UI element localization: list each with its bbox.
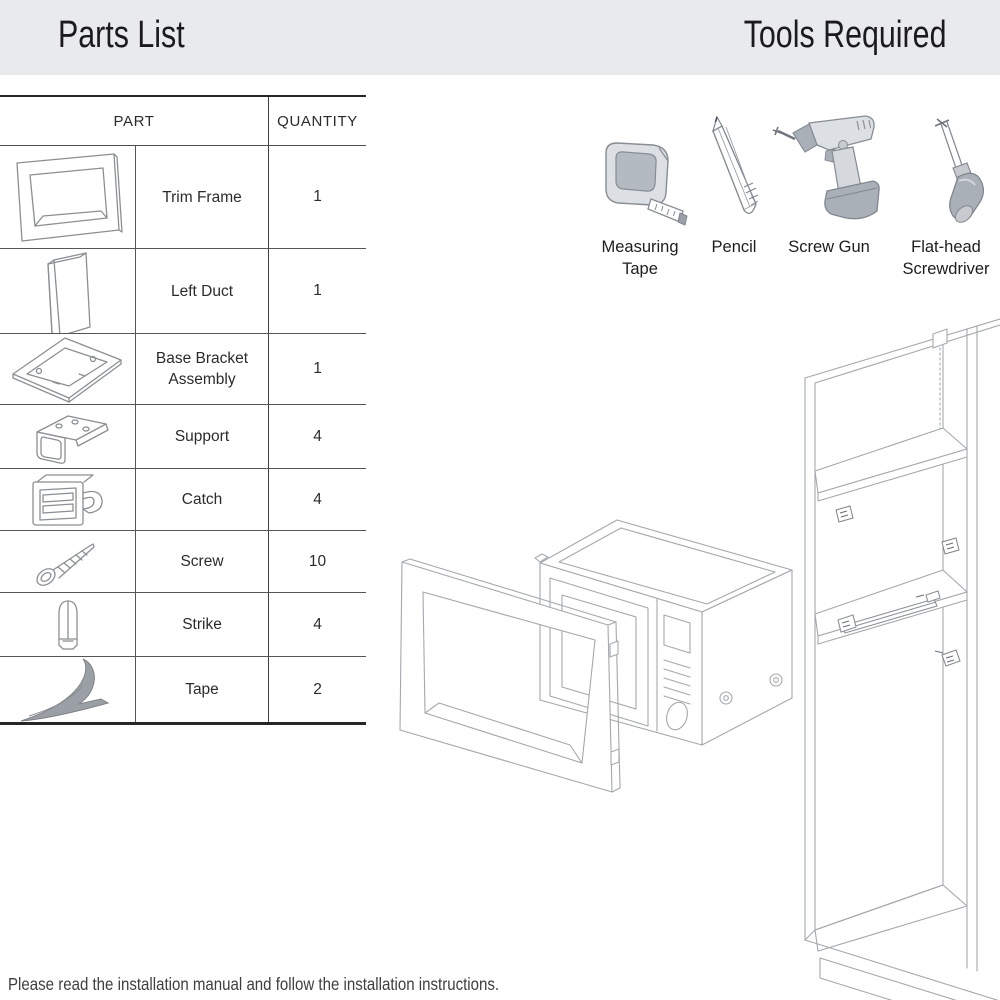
screw-gun-icon [769,100,889,227]
tool-item [588,105,692,280]
flat-head-screwdriver-icon [907,105,985,227]
header-bar [0,0,1000,75]
part-quantity: 1 [268,334,366,404]
tool-item [894,105,998,280]
table-row [0,405,366,469]
column-header-part: PART [113,112,155,130]
part-name: Trim Frame [135,146,268,248]
table-row [0,531,366,593]
support-icon [0,405,135,468]
part-name: Base Bracket Assembly [135,334,268,404]
table-row [0,657,366,722]
part-quantity: 1 [268,146,366,248]
page-title-tools-required: Tools Required [743,14,946,56]
part-name: Strike [135,593,268,656]
tape-icon [0,657,135,722]
part-quantity: 10 [268,531,366,592]
table-row [0,469,366,531]
part-name: Left Duct [135,249,268,333]
part-name: Catch [135,469,268,530]
tool-item [698,105,770,258]
cabinet-diagram [796,318,1000,1000]
left-duct-icon [0,249,135,333]
tool-label: Pencil [711,238,757,256]
strike-icon [0,593,135,656]
parts-table-header [0,97,366,146]
screw-icon [0,531,135,592]
part-quantity: 4 [268,469,366,530]
microwave-assembly-diagram [392,498,808,822]
parts-table [0,95,366,725]
measuring-tape-icon [591,105,689,227]
catch-icon [0,469,135,530]
footer-note: Please read the installation manual and follow the installation instructions. [8,974,500,994]
trim-frame-icon [0,146,135,248]
column-header-quantity: QUANTITY [268,97,366,145]
base-bracket-assembly-icon [0,334,135,404]
part-quantity: 2 [268,657,366,722]
part-quantity: 4 [268,405,366,468]
table-row [0,146,366,249]
tool-item [766,100,892,258]
part-name: Screw [135,531,268,592]
table-row [0,593,366,657]
parts-table-body [0,146,366,722]
page-title-parts-list: Parts List [58,14,185,56]
tool-label: Screw Gun [788,238,870,256]
tool-label: Measuring Tape [601,238,679,278]
table-row [0,334,366,405]
part-quantity: 4 [268,593,366,656]
pencil-icon [699,105,769,227]
tool-label: Flat-head Screwdriver [902,238,990,278]
part-quantity: 1 [268,249,366,333]
table-row [0,249,366,334]
part-name: Tape [135,657,268,722]
part-name: Support [135,405,268,468]
